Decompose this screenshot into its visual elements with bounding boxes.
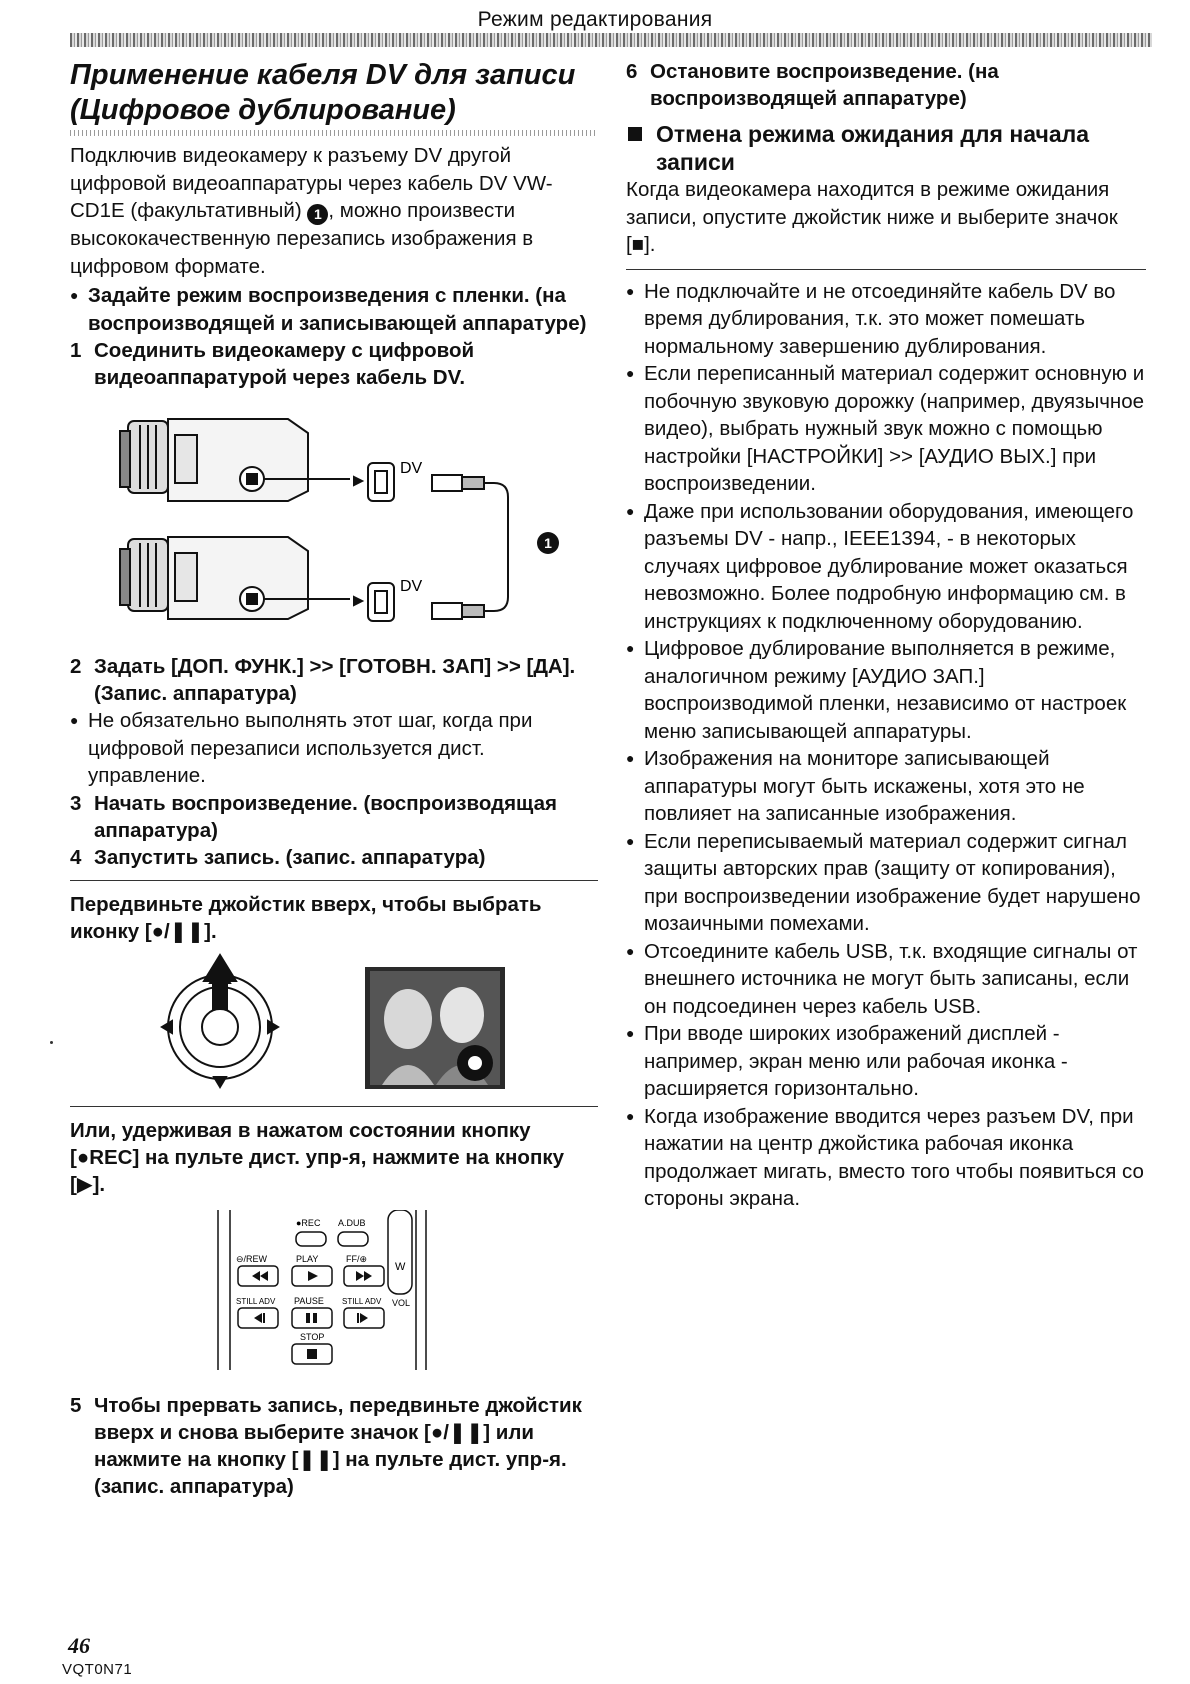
note-item: [626, 635, 1146, 745]
joystick-instruction: Передвиньте джойстик вверх, чтобы выбрать иконку [●/❚❚].: [70, 892, 542, 943]
note-text: При вводе широких изображений дисплей - например, экран меню или рабочая иконка - расширяется горизонтально.: [644, 1022, 1068, 1100]
right-column: [626, 58, 1146, 1213]
bullet-dot: ●: [626, 640, 635, 656]
step-number: 3: [70, 791, 82, 815]
bullet-dot: ●: [626, 282, 635, 299]
divider: [70, 880, 598, 881]
scan-artifact: [50, 1041, 53, 1044]
divider: [626, 269, 1146, 270]
note-item: [626, 1020, 1146, 1103]
square-bullet-icon: [628, 127, 642, 141]
intro-text: Подключив видеокамеру к разъему DV другой цифровой видеоаппаратуры через кабель DV VW-CD1E (факультативный): [70, 144, 553, 222]
dv-port-icon-bottom: [354, 583, 394, 621]
divider: [70, 1106, 598, 1107]
joystick-svg: [70, 953, 598, 1098]
note-text: Когда изображение вводится через разъем DV, при нажатии на центр джойстика рабочая иконка продолжает мигать, вместо того чтобы появиться со стороны экрана.: [644, 1104, 1144, 1210]
step-6: [626, 58, 1146, 112]
standby-cancel-text: Когда видеокамера находится в режиме ожидания записи, опустите джойстик ниже и выберите значок [■].: [626, 178, 1118, 256]
cable-callout-number: 1: [544, 535, 552, 551]
intro-paragraph: [70, 142, 598, 280]
camera-bottom-illustration: [120, 537, 350, 619]
step-number: 2: [70, 655, 82, 678]
prereq-bullet: [70, 282, 598, 337]
note-item: [626, 360, 1146, 498]
camera-top-illustration: [120, 419, 350, 501]
title-rule: [70, 130, 598, 136]
note-text: Не обязательно выполнять этот шаг, когда при цифровой перезаписи используется дист. управление.: [88, 709, 533, 787]
remote-still-adv-left-label: STILL ADV: [236, 1296, 276, 1306]
bullet-dot: ●: [626, 1025, 635, 1041]
bullet-dot: ●: [626, 832, 635, 849]
note-text: Отсоедините кабель USB, т.к. входящие сигналы от внешнего источника не могут быть записаны, если он подсоединен через кабель USB.: [644, 939, 1138, 1018]
note-text: Цифровое дублирование выполняется в режиме, аналогичном режиму [АУДИО ЗАП.] воспроизводимой пленки, независимо от настроек меню записывающей аппаратуры.: [644, 637, 1127, 743]
step-2: [70, 653, 598, 707]
step-3: [70, 790, 598, 844]
note-item: [626, 1103, 1146, 1213]
note-item: [626, 938, 1146, 1021]
step-text: Начать воспроизведение. (воспроизводящая аппаратура): [94, 791, 557, 842]
bullet-dot: ●: [626, 942, 635, 959]
step-number: 4: [70, 845, 82, 869]
note-text: Если переписанный материал содержит основную и побочную звуковую дорожку (например, двуязычное видео), выбрать нужный звук можно с помощью настройки [НАСТРОЙКИ] >> [АУДИО ВЫХ.] при воспроизведении.: [644, 362, 1145, 495]
note-item: [626, 828, 1146, 938]
note-item: [626, 498, 1146, 636]
note-item: [626, 745, 1146, 828]
bullet-dot: ●: [626, 502, 635, 519]
remote-svg: [70, 1210, 598, 1380]
section-title: Применение кабеля DV для записи (Цифровое дублирование): [70, 59, 576, 126]
step-5: [70, 1392, 598, 1500]
stop-icon: [307, 1349, 317, 1359]
intro-text-end: , можно произвести высококачественную перезапись изображения в цифровом формате.: [70, 199, 534, 278]
still-adv-right-icon: [357, 1313, 359, 1323]
remote-play-label: PLAY: [296, 1253, 319, 1264]
camera-diagram-svg: [70, 391, 598, 653]
callout-marker-1: 1: [307, 204, 328, 225]
remote-instruction: Или, удерживая в нажатом состоянии кнопку [●REC] на пульте дист. упр-я, нажмите на кнопку [▶].: [70, 1118, 565, 1196]
bullet-dot: ●: [626, 1107, 635, 1124]
bullet-dot: ●: [70, 712, 79, 728]
dv-port-icon-top: [354, 463, 394, 501]
header-rule: [70, 33, 1152, 47]
remote-rew-label: ⊖/REW: [236, 1253, 268, 1264]
remote-vol-label: VOL: [392, 1297, 411, 1308]
remote-adub-label: A.DUB: [338, 1217, 366, 1228]
remote-ff-label: FF/⊕: [346, 1253, 368, 1264]
dv-connection-diagram: [70, 391, 598, 653]
step-number: 5: [70, 1393, 82, 1417]
page-number: 46: [68, 1633, 90, 1658]
remote-still-adv-right-label: STILL ADV: [342, 1296, 382, 1306]
page-header-title: Режим редактирования: [477, 8, 713, 31]
bullet-dot: ●: [626, 750, 635, 766]
remote-pause-label: PAUSE: [294, 1295, 324, 1306]
step-number: 1: [70, 339, 82, 362]
step2-note: [70, 707, 598, 790]
remote-stop-label: STOP: [300, 1331, 325, 1342]
remote-control-figure: [70, 1210, 598, 1380]
remote-rec-label: ●REC: [296, 1217, 321, 1228]
step-text: Запустить запись. (запис. аппаратура): [94, 845, 486, 869]
step-text: Задать [ДОП. ФУНК.] >> [ГОТОВН. ЗАП] >> [ДА]. (Запис. аппаратура): [94, 655, 576, 705]
step-4: [70, 844, 598, 871]
step-text: Соединить видеокамеру с цифровой видеоаппаратурой через кабель DV.: [94, 339, 475, 389]
dv-port-label-top: DV: [400, 460, 423, 477]
note-text: Даже при использовании оборудования, имеющего разъемы DV - напр., IEEE1394, - в некоторых случаях цифровое дублирование может оказаться невозможно. Более подробную информацию см. в инструкциях к подключенному оборудованию.: [644, 499, 1134, 633]
step-number: 6: [626, 60, 638, 83]
subheading-text: Отмена режима ожидания для начала записи: [656, 121, 1090, 175]
joystick-icon: [162, 955, 278, 1087]
pause-icon: [306, 1313, 310, 1323]
dv-port-label-bottom: DV: [400, 578, 423, 595]
step-text: Чтобы прервать запись, передвиньте джойстик вверх и снова выберите значок [●/❚❚] или нажмите на кнопку [❚❚] на пульте дист. упр-я. (запис. аппаратура): [94, 1393, 582, 1498]
remote-w-label: W: [395, 1260, 406, 1273]
notes-list: [626, 278, 1146, 1213]
joystick-figure: [70, 953, 598, 1098]
step-1: [70, 337, 598, 391]
dv-cable: [432, 475, 508, 619]
model-code: VQT0N71: [62, 1661, 133, 1678]
note-text: Не подключайте и не отсоединяйте кабель DV во время дублирования, т.к. это может помешать нормальному завершению дублирования.: [644, 279, 1116, 358]
note-text: Изображения на мониторе записывающей аппаратуры могут быть искажены, хотя это не повлияет на записанные изображения.: [644, 747, 1085, 825]
bullet-dot: ●: [626, 365, 635, 381]
step-text: Остановите воспроизведение. (на воспроизводящей аппаратуре): [650, 60, 999, 110]
note-item: [626, 278, 1146, 361]
recording-photo-thumbnail: [365, 967, 505, 1089]
left-column: [70, 58, 598, 1500]
bullet-dot: ●: [70, 287, 79, 303]
standby-cancel-heading: [626, 120, 1146, 176]
prereq-text: Задайте режим воспроизведения с пленки. (на воспроизводящей и записывающей аппаратуре): [88, 284, 587, 335]
note-text: Если переписываемый материал содержит сигнал защиты авторских прав (защиту от копирования), при воспроизведении изображение будет нарушено мозаичными помехами.: [644, 829, 1141, 935]
